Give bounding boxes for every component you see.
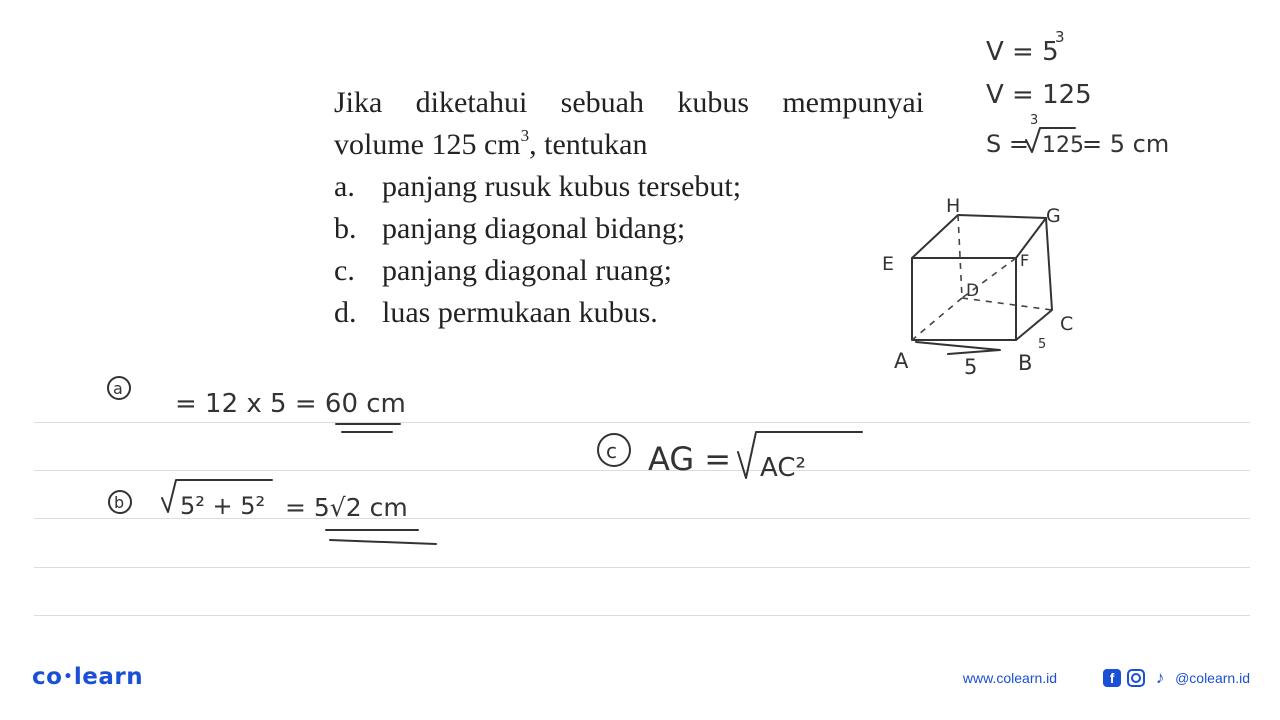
word: sebuah: [560, 86, 644, 119]
volume-eq-2: V = 125: [986, 80, 1092, 110]
vertex-a: A: [894, 349, 909, 373]
ruled-line: [34, 518, 1250, 519]
cube-root-index: 3: [1030, 113, 1039, 128]
instagram-icon[interactable]: [1127, 669, 1145, 687]
option-a: [334, 166, 924, 208]
vertex-h: H: [946, 195, 961, 217]
word: diketahui: [415, 86, 528, 119]
colearn-logo: [32, 664, 143, 690]
volume-eq-1: V = 5: [986, 37, 1059, 67]
footer-links: [963, 669, 1250, 687]
edge-label-small: 5: [1038, 337, 1047, 352]
vertex-f: F: [1020, 251, 1030, 270]
side-eq-lhs: S =: [986, 130, 1029, 158]
option-letter: b.: [334, 212, 357, 245]
option-text: panjang diagonal ruang;: [382, 254, 672, 287]
option-text: panjang rusuk kubus tersebut;: [382, 170, 742, 203]
vertex-b: B: [1018, 351, 1033, 375]
vertex-d: D: [966, 281, 980, 301]
problem-statement: [334, 82, 924, 334]
radical-sign: [738, 432, 862, 478]
word: mempunyai: [782, 86, 924, 119]
option-list: [334, 166, 924, 334]
radical-sign: [1026, 128, 1075, 152]
website-link[interactable]: www.colearn.id: [962, 670, 1058, 686]
volume-text: volume 125 cm: [334, 128, 521, 161]
vertex-e: E: [882, 253, 895, 275]
option-b: [334, 208, 924, 250]
problem-line-1: [334, 82, 924, 124]
radical-sign: [162, 480, 272, 512]
option-letter: d.: [334, 296, 357, 329]
answer-c-label: c: [606, 439, 617, 463]
answer-c-radicand: AC²: [760, 453, 806, 483]
option-text: luas permukaan kubus.: [382, 296, 658, 329]
exponent: 3: [520, 126, 530, 145]
logo-right: learn: [73, 664, 144, 690]
vertex-g: G: [1046, 205, 1061, 227]
label-circle: [108, 377, 130, 399]
answer-b-result: = 5√2 cm: [285, 493, 408, 522]
underline: [326, 530, 436, 544]
ruled-line: [34, 567, 1250, 568]
side-radicand: 125: [1042, 133, 1084, 158]
ruled-line: [34, 470, 1250, 471]
social-handle[interactable]: @colearn.id: [1175, 670, 1250, 686]
tentukan-text: , tentukan: [529, 128, 648, 161]
underline: [336, 424, 400, 432]
facebook-icon[interactable]: f: [1103, 669, 1121, 687]
ruled-line: [34, 422, 1250, 423]
vertex-c: C: [1060, 313, 1074, 335]
answer-a-label: a: [113, 379, 123, 398]
answer-a: = 12 x 5 = 60 cm: [175, 389, 406, 419]
label-circle: [109, 491, 131, 513]
tiktok-icon[interactable]: ♪: [1155, 668, 1165, 687]
side-eq-rhs: = 5 cm: [1082, 130, 1170, 158]
option-c: [334, 250, 924, 292]
label-circle: [598, 434, 630, 466]
answer-b-radicand: 5² + 5²: [180, 492, 266, 520]
option-letter: a.: [334, 170, 355, 203]
logo-left: co: [32, 664, 63, 690]
ruled-line: [34, 615, 1250, 616]
option-text: panjang diagonal bidang;: [382, 212, 686, 245]
answer-c-lhs: AG =: [648, 440, 732, 478]
word: Jika: [334, 86, 383, 119]
edge-label: 5: [964, 355, 978, 379]
logo-dot: •: [63, 669, 73, 685]
word: kubus: [677, 86, 749, 119]
option-d: [334, 292, 924, 334]
answer-b-label: b: [114, 493, 125, 512]
problem-line-2: [334, 124, 924, 166]
volume-exponent: 3: [1055, 28, 1065, 46]
option-letter: c.: [334, 254, 355, 287]
